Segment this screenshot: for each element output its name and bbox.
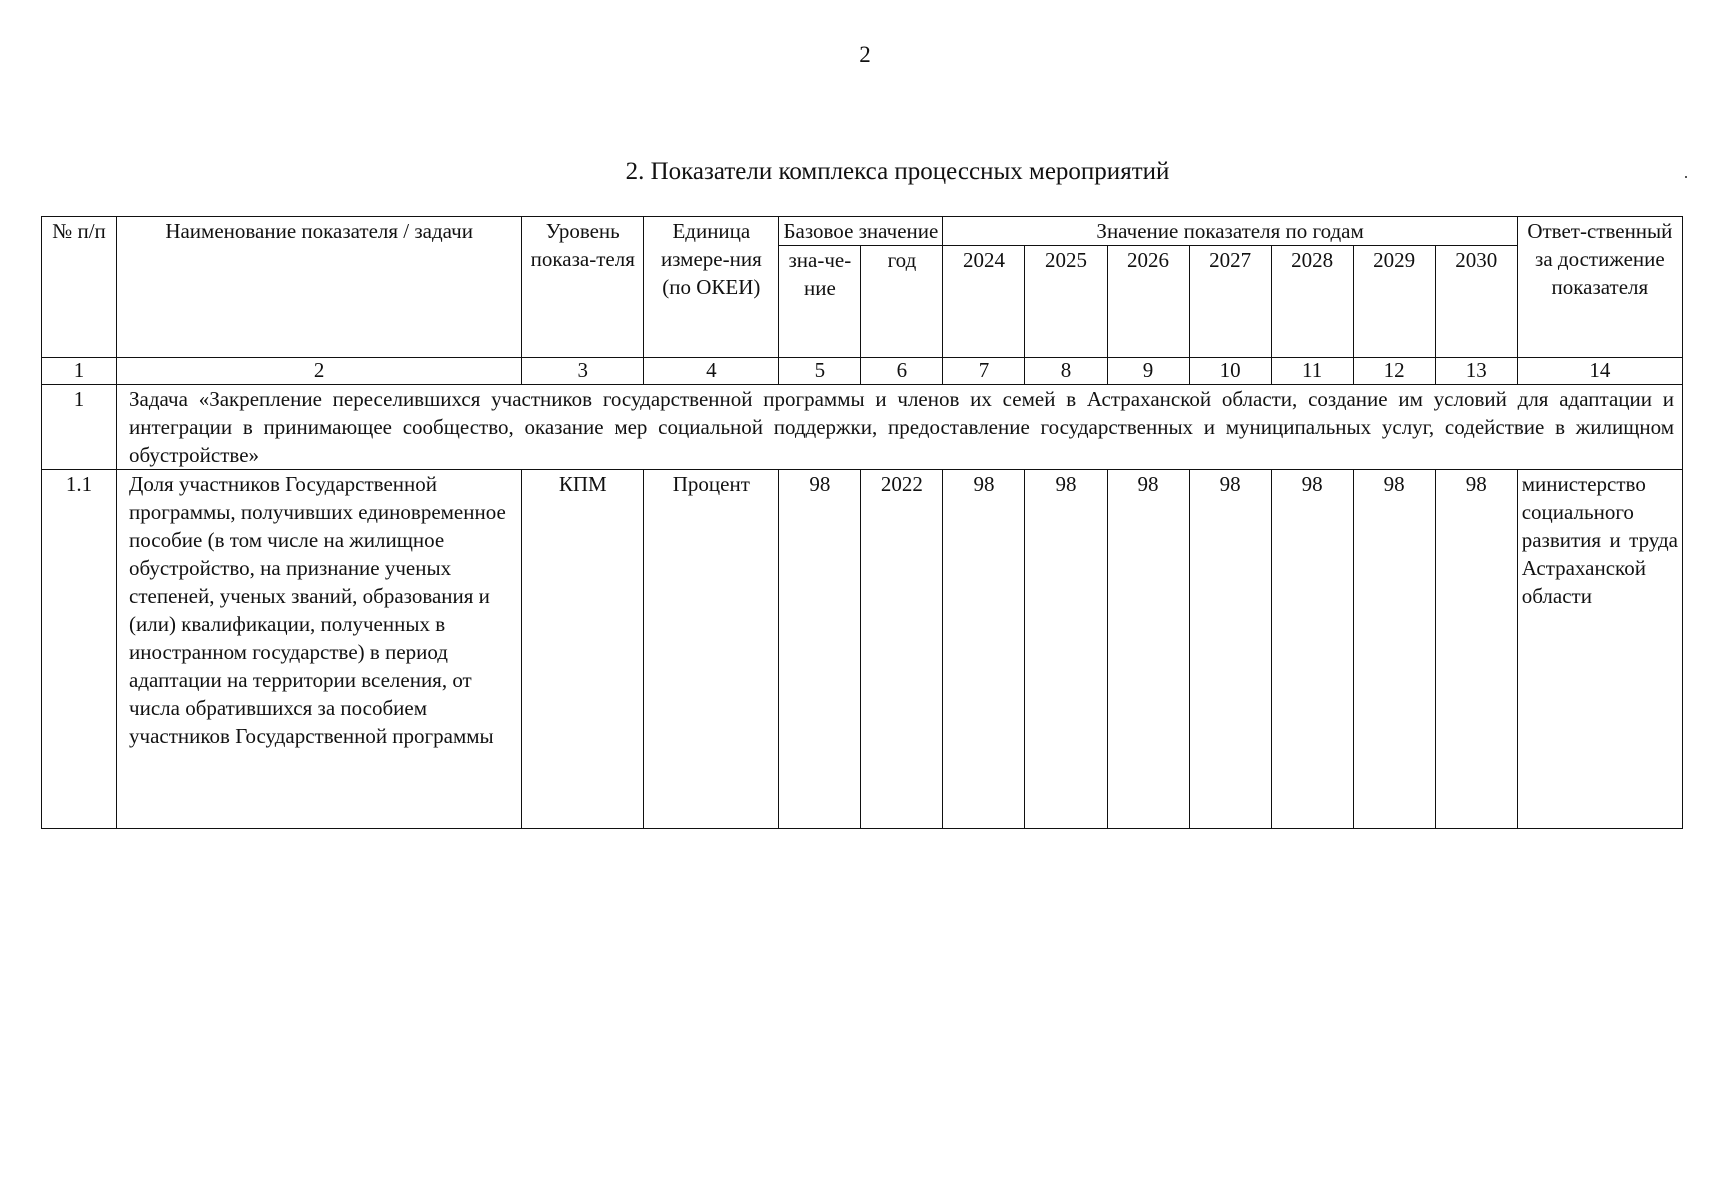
indicator-value-2029: 98: [1353, 470, 1435, 829]
indicator-row: [42, 470, 1683, 829]
header-row-1: [42, 217, 1683, 246]
indicator-value-2030: 98: [1435, 470, 1517, 829]
column-number: 11: [1271, 358, 1353, 385]
header-name: Наименование показателя / задачи: [117, 217, 522, 358]
column-number: 8: [1025, 358, 1107, 385]
task-row: [42, 385, 1683, 470]
column-number: 3: [522, 358, 644, 385]
header-unit: Единица измере-ния (по ОКЕИ): [644, 217, 779, 358]
header-base-value: зна-че-ние: [779, 246, 861, 358]
header-year-2030: 2030: [1435, 246, 1517, 358]
indicator-responsible: министерство социального развития и труда Астраханской области: [1517, 470, 1682, 829]
header-year-2029: 2029: [1353, 246, 1435, 358]
section-title: 2. Показатели комплекса процессных мероприятий: [625, 158, 1170, 185]
header-year-2025: 2025: [1025, 246, 1107, 358]
column-number: 13: [1435, 358, 1517, 385]
column-number: 4: [644, 358, 779, 385]
column-number: 7: [943, 358, 1025, 385]
column-number: 10: [1189, 358, 1271, 385]
header-year-2026: 2026: [1107, 246, 1189, 358]
indicators-table: [41, 216, 1683, 829]
task-num: 1: [42, 385, 117, 470]
column-number-row: [42, 358, 1683, 385]
column-number: 12: [1353, 358, 1435, 385]
column-number: 6: [861, 358, 943, 385]
indicator-unit: Процент: [644, 470, 779, 829]
header-year-2024: 2024: [943, 246, 1025, 358]
header-base-year: год: [861, 246, 943, 358]
header-responsible: Ответ-ственный за достижение показателя: [1517, 217, 1682, 358]
indicator-base-value: 98: [779, 470, 861, 829]
column-number: 1: [42, 358, 117, 385]
header-level: Уровень показа-теля: [522, 217, 644, 358]
header-year-2027: 2027: [1189, 246, 1271, 358]
column-number: 5: [779, 358, 861, 385]
header-base: Базовое значение: [779, 217, 943, 246]
indicator-value-2028: 98: [1271, 470, 1353, 829]
task-text: Задача «Закрепление переселившихся участников государственной программы и членов их семей в Астраханской области, создание им условий для адаптации и интеграции в принимающее сообщество, оказание мер социальной поддержки, предоставление государственных и муниципальных услуг, содействие в жилищном обустройстве»: [117, 385, 1683, 470]
indicator-value-2024: 98: [943, 470, 1025, 829]
page-number: 2: [859, 42, 871, 67]
scan-speck: [1685, 176, 1687, 178]
indicator-value-2025: 98: [1025, 470, 1107, 829]
header-num: № п/п: [42, 217, 117, 358]
column-number: 14: [1517, 358, 1682, 385]
indicator-value-2027: 98: [1189, 470, 1271, 829]
header-by-years: Значение показателя по годам: [943, 217, 1517, 246]
column-number: 2: [117, 358, 522, 385]
indicator-value-2026: 98: [1107, 470, 1189, 829]
indicator-level: КПМ: [522, 470, 644, 829]
indicator-base-year: 2022: [861, 470, 943, 829]
column-number: 9: [1107, 358, 1189, 385]
indicator-num: 1.1: [42, 470, 117, 829]
indicator-name: Доля участников Государственной программы, получивших единовременное пособие (в том числе на жилищное обустройство, на признание ученых степеней, ученых званий, образования и (или) квалификации, полученных в иностранном государстве) в период адаптации на территории вселения, от числа обратившихся за пособием участников Государственной программы: [117, 470, 522, 829]
header-year-2028: 2028: [1271, 246, 1353, 358]
